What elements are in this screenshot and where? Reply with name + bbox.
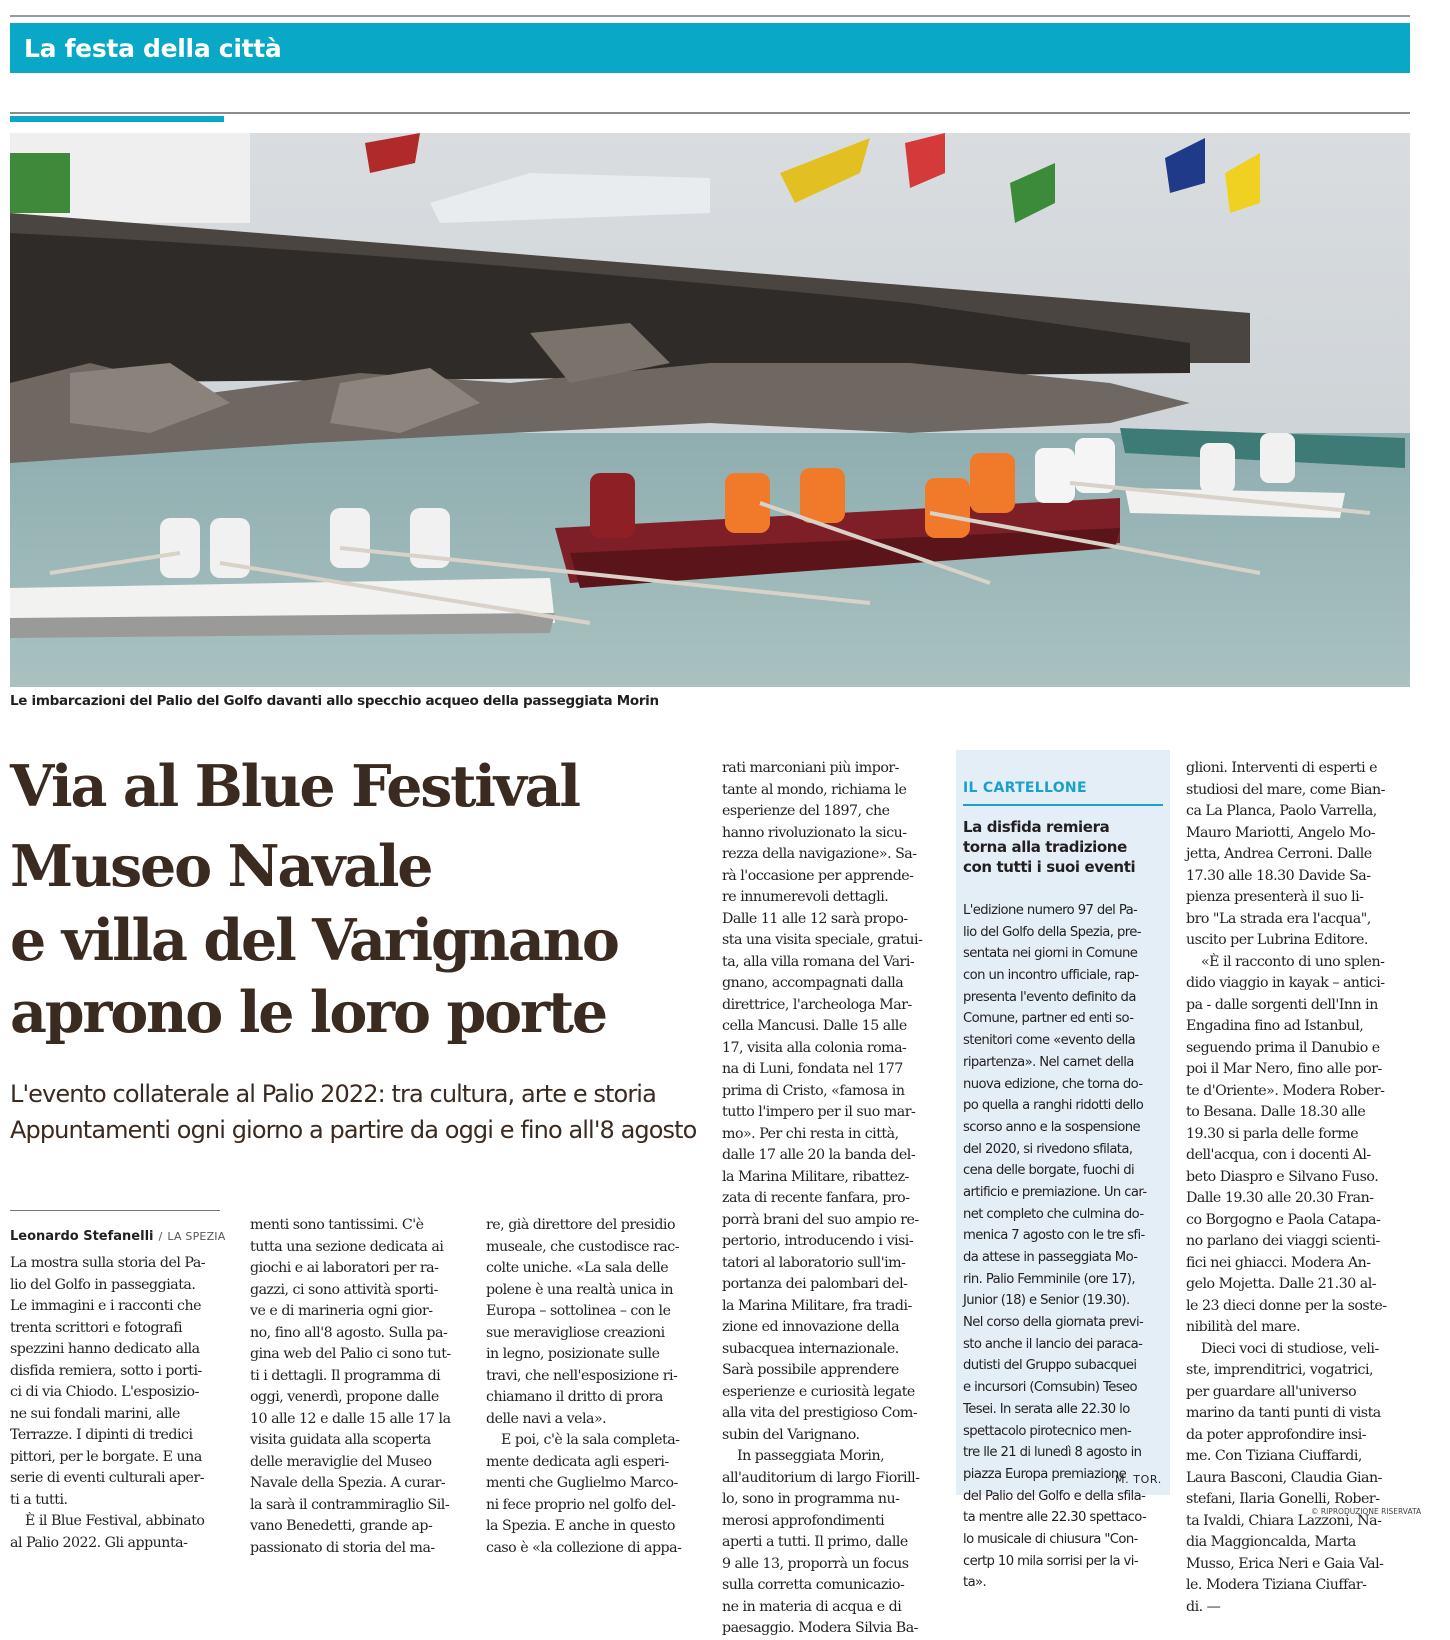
divider	[10, 112, 1410, 114]
article-line: 17.30 alle 18.30 Davide Sa-	[1186, 867, 1371, 884]
article-line: re, già direttore del presidio	[486, 1217, 675, 1233]
article-line: cella Mancusi. Dalle 15 alle	[722, 1018, 907, 1034]
article-line: glioni. Interventi di esperti e	[1186, 760, 1378, 776]
article-line: Navale della Spezia. A curar-	[250, 1475, 446, 1491]
article-line: ti i dettagli. Il programma di	[250, 1367, 441, 1384]
article-line: ca La Planca, Paolo Varrella,	[1186, 803, 1377, 819]
article-line: re innumerevoli dettagli.	[722, 889, 889, 905]
sidebar-line: lo musicale di chiusura "Con-	[963, 1531, 1138, 1547]
article-line: menti sono tantissimi. C'è	[250, 1217, 424, 1233]
article-line: no, fino all'8 agosto. Sulla pa-	[250, 1324, 448, 1341]
article-line: lio del Golfo in passeggiata.	[10, 1276, 196, 1293]
sidebar-line: artificio e premiazione. Un car-	[963, 1184, 1147, 1200]
sidebar-line: nuova edizione, che torna do-	[963, 1076, 1143, 1092]
accent-bar	[10, 116, 224, 122]
article-line: trenta scrittori e fotografi	[10, 1319, 183, 1336]
article-line: ste, imprenditrici, vogatrici,	[1186, 1362, 1374, 1378]
article-line: rati marconiani più impor-	[722, 760, 899, 776]
article-line: pa - dalle sorgenti dell'Inn in	[1186, 996, 1378, 1013]
sidebar-title-line: torna alla tradizione	[963, 838, 1127, 856]
sidebar-line: con un incontro ufficiale, rap-	[963, 968, 1139, 984]
article-line: La mostra sulla storia del Pa-	[10, 1255, 206, 1271]
headline-line: Via al Blue Festival	[10, 753, 579, 820]
sidebar-line: lio del Golfo della Spezia, pre-	[963, 924, 1141, 940]
article-line: ni fece proprio nel golfo del-	[486, 1496, 676, 1513]
article-line: Dieci voci di studiose, veli-	[1201, 1340, 1379, 1357]
headline-line: e villa del Varignano	[10, 907, 618, 974]
top-rule	[10, 15, 1410, 17]
article-line: da poter approfondire insi-	[1186, 1426, 1367, 1443]
article-line: mo». Per chi resta in città,	[722, 1125, 899, 1142]
headline-line: Museo Navale	[10, 833, 432, 900]
sidebar-line: Nel corso della giornata previ-	[963, 1315, 1144, 1331]
article-column-3	[486, 1215, 698, 1559]
article-line: oggi, venerdì, propone dalle	[250, 1389, 439, 1405]
byline	[10, 1225, 225, 1244]
byline-separator: /	[158, 1230, 163, 1243]
article-line: sue meravigliose creazioni	[486, 1324, 665, 1341]
article-line: Le immagini e i racconti che	[10, 1298, 202, 1314]
headline-line: aprono le loro porte	[10, 979, 606, 1046]
article-line: porrà brani del suo ampio re-	[722, 1211, 919, 1228]
article-column-5	[1186, 758, 1398, 1618]
section-title: La festa della città	[24, 33, 282, 63]
article-line: travi, che nell'esposizione ri-	[486, 1367, 678, 1384]
article-line: Dalle 11 alle 12 sarà propo-	[722, 910, 908, 927]
article-line: Mauro Mariotti, Angelo Mo-	[1186, 824, 1376, 841]
article-line: gazzi, ci sono attività sporti-	[250, 1281, 438, 1298]
article-line: portanza dei palombari del-	[722, 1276, 908, 1292]
article-line: Dalle 19.30 alle 20.30 Fran-	[1186, 1190, 1374, 1206]
byline-place: LA SPEZIA	[167, 1230, 226, 1243]
sidebar-line: tre lle 21 di lunedì 8 agosto in	[963, 1445, 1142, 1461]
main-photo	[10, 133, 1410, 687]
article-line: per guardare all'universo	[1186, 1383, 1357, 1400]
article-line: rezza della navigazione». Sa-	[722, 846, 917, 862]
subheadline-line: L'evento collaterale al Palio 2022: tra cultura, arte e storia	[10, 1080, 656, 1108]
sidebar-line: ta».	[963, 1575, 987, 1591]
article-line: stefani, Ilaria Gonelli, Rober-	[1186, 1491, 1380, 1507]
article-line: sulla corretta comunicazio-	[722, 1577, 905, 1593]
article-line: la Marina Militare, ribattez-	[722, 1168, 909, 1185]
sidebar-line: menica 7 agosto con le tre sfi-	[963, 1228, 1145, 1244]
article-line: le 23 dieci donne per la soste-	[1186, 1297, 1387, 1314]
article-line: te d'Oriente». Modera Rober-	[1186, 1082, 1385, 1099]
article-line: sta una visita speciale, gratui-	[722, 932, 923, 948]
sidebar-line: certp 10 mila sorrisi per la vi-	[963, 1553, 1138, 1569]
article-line: 17, visita alla colonia roma-	[722, 1039, 907, 1056]
article-line: Terrazze. I dipinti di tredici	[10, 1427, 193, 1443]
sidebar-line: da attese in passeggiata Mo-	[963, 1250, 1138, 1265]
article-line: esperienze del 1897, che	[722, 803, 890, 819]
article-line: 10 alle 12 e dalle 15 alle 17 la	[250, 1410, 451, 1427]
article-line: ne in materia di acqua e di	[722, 1598, 902, 1615]
copyright-notice: © RIPRODUZIONE RISERVATA	[1311, 1507, 1422, 1516]
article-line: gnano, accompagnati dalla	[722, 975, 904, 991]
section-header	[10, 23, 1410, 73]
article-line: na di Luni, fondata nel 177	[722, 1061, 903, 1077]
article-line: esperienze e curiosità legate	[722, 1383, 915, 1400]
article-line: ci di via Chiodo. L'esposizio-	[10, 1384, 199, 1400]
article-line: bro "La strada era l'acqua",	[1186, 910, 1371, 927]
article-line: È il Blue Festival, abbinato	[25, 1513, 205, 1529]
article-line: prima di Cristo, «famosa in	[722, 1082, 905, 1099]
article-line: passionato di storia del ma-	[250, 1539, 435, 1556]
article-line: vano Benedetti, grande ap-	[250, 1518, 433, 1534]
subheadline-line: Appuntamenti ogni giorno a partire da oggi e fino all'8 agosto	[10, 1116, 697, 1144]
article-line: Musso, Erica Neri e Gaia Val-	[1186, 1555, 1384, 1572]
sidebar-line: cena delle borgate, fuochi di	[963, 1163, 1135, 1179]
article-line: studiosi del mare, come Bian-	[1186, 781, 1385, 798]
article-line: zione ed innovazione della	[722, 1319, 900, 1335]
article-line: 9 alle 13, proporrà un focus	[722, 1555, 909, 1572]
article-line: beto Diaspro e Silvano Fuso.	[1186, 1168, 1379, 1185]
sidebar-line: rin. Palio Femminile (ore 17),	[963, 1271, 1135, 1287]
article-line: disfida remiera, sotto i porti-	[10, 1362, 202, 1379]
article-line: direttrice, l'archeologa Mar-	[722, 996, 912, 1013]
article-line: in legno, posizionate sulle	[486, 1346, 660, 1362]
article-line: caso è «la collezione di appa-	[486, 1539, 682, 1556]
article-line: pittori, per le borgate. E una	[10, 1448, 202, 1465]
sidebar-line: e incursori (Comsubin) Teseo	[963, 1380, 1137, 1396]
article-line: E poi, c'è la sala completa-	[501, 1432, 680, 1448]
sidebar-line: ta mentre alle 22.30 spettaco-	[963, 1510, 1147, 1526]
sidebar-line: spettacolo pirotecnico men-	[963, 1423, 1132, 1439]
article-line: museale, che custodisce rac-	[486, 1238, 680, 1255]
article-column-4	[722, 758, 934, 1640]
sidebar-signature: M. TOR.	[1115, 1473, 1162, 1486]
byline-author: Leonardo Stefanelli	[10, 1229, 154, 1244]
article-line: paesaggio. Modera Silvia Ba-	[722, 1620, 918, 1636]
article-line: tante al mondo, richiama le	[722, 781, 907, 798]
article-line: poi il Mar Nero, fino alle por-	[1186, 1061, 1382, 1077]
sidebar-title-line: La disfida remiera	[963, 818, 1110, 836]
article-line: dia Maggioncalda, Marta	[1186, 1534, 1356, 1550]
article-line: zata di recente fanfara, pro-	[722, 1190, 910, 1206]
article-line: la sarà il contrammiraglio Sil-	[250, 1496, 450, 1513]
article-line: all'auditorium di largo Fiorill-	[722, 1469, 920, 1486]
article-line: seguendo prima il Danubio e	[1186, 1039, 1380, 1056]
article-line: tatori al laboratorio sull'im-	[722, 1254, 906, 1271]
article-line: subacquea internazionale.	[722, 1340, 899, 1357]
article-line: marino da tanti punti di vista	[1186, 1405, 1381, 1421]
sidebar-rule	[963, 804, 1163, 806]
article-line: jetta, Andrea Cerroni. Dalle	[1186, 846, 1372, 862]
sidebar-label: IL CARTELLONE	[963, 780, 1087, 796]
sidebar-title-line: con tutti i suoi eventi	[963, 858, 1136, 876]
sidebar-line: po quella a ranghi ridotti dello	[963, 1098, 1144, 1114]
article-line: alla vita del prestigioso Com-	[722, 1405, 918, 1421]
article-line: Sarà possibile apprendere	[722, 1362, 899, 1378]
sidebar-line: stenitori come «evento della	[963, 1033, 1136, 1049]
article-line: In passeggiata Morin,	[737, 1448, 885, 1464]
sidebar-line: piazza Europa premiazione	[963, 1466, 1127, 1482]
article-line: chiamano il dritto di prora	[486, 1389, 663, 1405]
article-line: pertorio, introducendo i visi-	[722, 1233, 914, 1249]
article-line: dell'acqua, con i docenti Al-	[1186, 1147, 1371, 1163]
article-line: delle meraviglie del Museo	[250, 1453, 432, 1470]
sidebar-line: scorso anno e la sospensione	[963, 1119, 1140, 1135]
article-line: me. Con Tiziana Ciuffardi,	[1186, 1448, 1362, 1464]
article-line: Engadina fino ad Istanbul,	[1186, 1018, 1364, 1034]
sidebar-line: ripartenza». Nel carnet della	[963, 1054, 1134, 1070]
article-line: le. Modera Tiziana Ciuffar-	[1186, 1577, 1367, 1593]
sidebar-line: sentata nei giorni in Comune	[963, 946, 1138, 962]
article-line: mente dedicata agli esperi-	[486, 1453, 669, 1470]
article-line: delle navi a vela».	[486, 1410, 607, 1427]
article-line: rà l'occasione per apprende-	[722, 867, 914, 884]
article-line: giochi e ai laboratori per ra-	[250, 1260, 439, 1276]
article-line: merosi approfondimenti	[722, 1512, 885, 1529]
article-line: uscito per Lubrina Editore.	[1186, 932, 1368, 948]
article-column-2	[250, 1215, 462, 1559]
article-line: visita guidata alla scoperta	[250, 1432, 431, 1448]
article-line: «È il racconto di uno splen-	[1201, 953, 1385, 970]
sidebar-line: Tesei. In serata alle 22.30 lo	[963, 1401, 1130, 1417]
article-line: dido viaggio in kayak – antici-	[1186, 975, 1385, 991]
article-line: polene è una realtà unica in	[486, 1281, 673, 1298]
sidebar-line: L'edizione numero 97 del Pa-	[963, 903, 1138, 918]
sidebar-line: sto anche il lancio dei paraca-	[963, 1336, 1143, 1352]
article-line: 19.30 si parla delle forme	[1186, 1125, 1359, 1142]
byline-rule	[10, 1210, 220, 1211]
article-column-1	[10, 1253, 222, 1554]
article-line: la Spezia. E anche in questo	[486, 1518, 675, 1534]
article-line: ne sui fondali marini, alle	[10, 1405, 180, 1422]
article-line: gina web del Palio ci sono tut-	[250, 1346, 451, 1362]
article-line: dalle 17 alle 20 la banda del-	[722, 1147, 916, 1163]
article-line: lo, sono in programma nu-	[722, 1491, 900, 1507]
sidebar-line: presenta l'evento definito da	[963, 989, 1136, 1005]
article-line: fici nei ghiacci. Modera An-	[1186, 1254, 1371, 1271]
article-line: menti che Guglielmo Marco-	[486, 1475, 678, 1491]
article-line: colte uniche. «La sala delle	[486, 1260, 669, 1276]
article-line: di. —	[1186, 1598, 1221, 1615]
sidebar-line: del 2020, si rivedono sfilata,	[963, 1141, 1133, 1157]
sidebar-line: Junior (18) e Senior (19.30).	[963, 1293, 1130, 1309]
article-line: Laura Basconi, Claudia Gian-	[1186, 1469, 1382, 1486]
article-line: ve e di marineria ogni gior-	[250, 1303, 433, 1319]
article-line: Europa – sottolinea – con le	[486, 1303, 671, 1319]
sidebar-line: del Palio del Golfo e della sfila-	[963, 1488, 1146, 1504]
sidebar-text	[963, 900, 1168, 1594]
article-line: la Marina Militare, fra tradi-	[722, 1297, 912, 1314]
article-line: ti a tutti.	[10, 1491, 68, 1508]
article-line: nibilità del mare.	[1186, 1319, 1301, 1335]
article-line: serie di eventi culturali aper-	[10, 1470, 205, 1486]
sidebar-line: net completo che culmina do-	[963, 1206, 1144, 1222]
article-line: to Besana. Dalle 18.30 alle	[1186, 1104, 1366, 1120]
article-line: tutta una sezione dedicata ai	[250, 1238, 444, 1255]
article-line: hanno rivoluzionato la sicu-	[722, 824, 907, 841]
article-line: pienza presenterà il suo li-	[1186, 889, 1364, 905]
sidebar-line: dutisti del Gruppo subacquei	[963, 1358, 1137, 1374]
article-line: no parlano dei viaggi scienti-	[1186, 1233, 1380, 1249]
article-line: ta, alla villa romana del Vari-	[722, 953, 915, 970]
article-line: subin del Varignano.	[722, 1426, 860, 1443]
article-line: aperti a tutti. Il primo, dalle	[722, 1534, 908, 1550]
sidebar-line: Comune, partner ed enti so-	[963, 1011, 1134, 1027]
article-line: ta Ivaldi, Chiara Lazzoni, Na-	[1186, 1512, 1382, 1529]
article-line: co Borgogno e Paola Catapa-	[1186, 1211, 1381, 1228]
article-line: tutto l'impero per il suo mar-	[722, 1104, 916, 1120]
photo-caption: Le imbarcazioni del Palio del Golfo davanti allo specchio acqueo della passeggiata Morin	[10, 693, 659, 709]
article-line: gelo Mojetta. Dalle 21.30 al-	[1186, 1276, 1377, 1292]
article-line: spezzini hanno dedicato alla	[10, 1341, 200, 1357]
article-line: al Palio 2022. Gli appunta-	[10, 1534, 188, 1551]
